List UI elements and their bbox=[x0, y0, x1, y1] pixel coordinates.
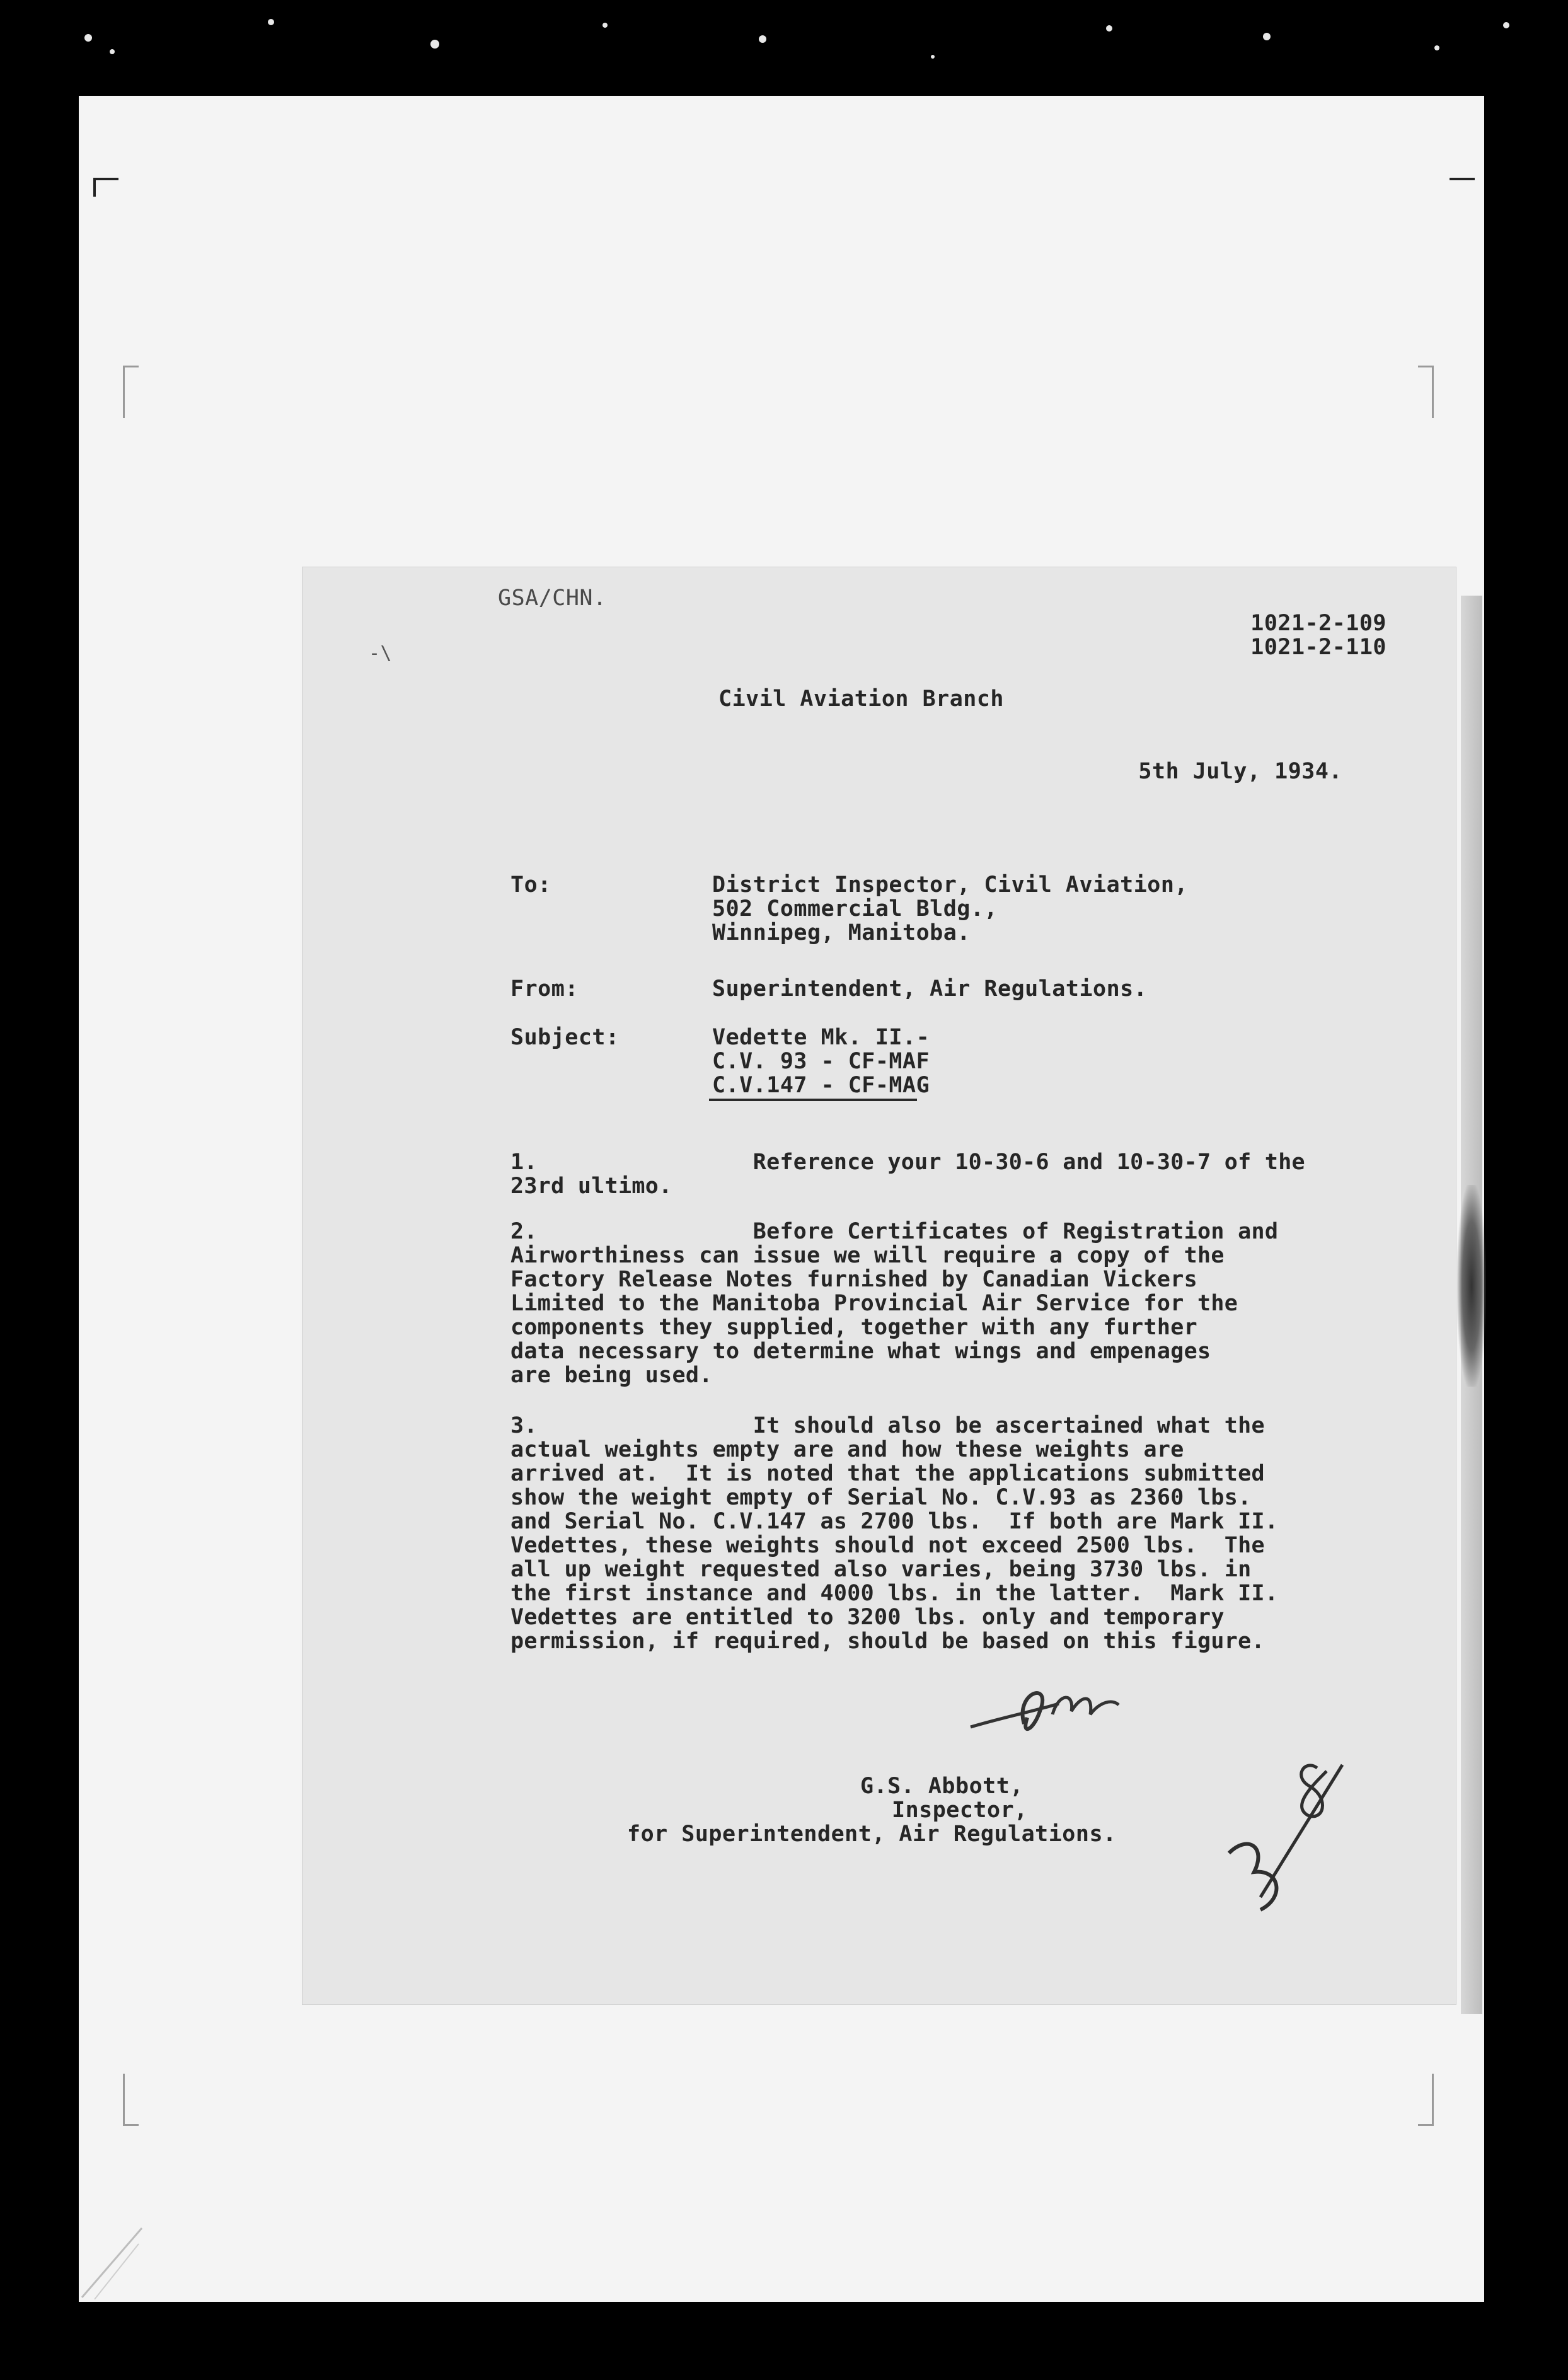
subject-underline bbox=[709, 1099, 917, 1101]
to-label: To: bbox=[510, 872, 551, 898]
to-line: 502 Commercial Bldg., bbox=[712, 896, 998, 921]
paragraph-1: 1. Reference your 10-30-6 and 10-30-7 of the 23rd ultimo. bbox=[510, 1150, 1305, 1199]
from-value: Superintendent, Air Regulations. bbox=[712, 976, 1148, 1002]
paragraph-3: 3. It should also be ascertained what the actual weights empty are and how these weights are arrived at. It is noted that the applications submitted show the weight empty of Serial No. C.V.93 as 2360 lbs. and Serial No. C.V.147 as 2700 lbs. If both are Mark II. Vedettes, these weights should not exceed 2500 lbs. The all up weight requested also varies, being 3730 lbs. in the first instance and 4000 lbs. in the latter. Mark II. Vedettes are entitled to 3200 lbs. only and temporary permission, if required, should be based on this figure. bbox=[510, 1413, 1279, 1654]
to-line: Winnipeg, Manitoba. bbox=[712, 920, 971, 945]
page-edge-stain bbox=[1457, 1185, 1486, 1387]
crop-mark-top-left bbox=[123, 366, 139, 418]
to-line: District Inspector, Civil Aviation, bbox=[712, 872, 1189, 898]
letter-date: 5th July, 1934. bbox=[1138, 759, 1342, 784]
crop-mark-bottom-right bbox=[1418, 2074, 1434, 2126]
registration-mark bbox=[1450, 178, 1475, 180]
subject-line: C.V.147 - CF-MAG bbox=[712, 1073, 930, 1098]
subject-label: Subject: bbox=[510, 1025, 620, 1050]
file-number: 1021-2-110 bbox=[1250, 635, 1386, 660]
signatory-name: G.S. Abbott, bbox=[860, 1774, 1023, 1799]
film-edge-scratches bbox=[0, 0, 1568, 95]
margin-mark: -\ bbox=[369, 642, 393, 664]
registration-mark bbox=[93, 178, 118, 180]
handwritten-folio-number bbox=[1223, 1752, 1374, 1941]
reference-code: GSA/CHN. bbox=[498, 586, 607, 611]
file-number: 1021-2-109 bbox=[1250, 611, 1386, 636]
from-label: From: bbox=[510, 976, 579, 1002]
crop-mark-bottom-left bbox=[123, 2074, 139, 2126]
crop-mark-top-right bbox=[1418, 366, 1434, 418]
handwritten-initials bbox=[964, 1667, 1128, 1755]
signatory-for-line: for Superintendent, Air Regulations. bbox=[627, 1822, 1117, 1847]
film-scratch bbox=[76, 2219, 151, 2301]
paragraph-2: 2. Before Certificates of Registration and Airworthiness can issue we will require a copy of the Factory Release Notes furnished by Canadian Vickers Limited to the Manitoba Provincial Air Service for the components they supplied, together with any further data necessary to determine what wings and empenages are being used. bbox=[510, 1219, 1279, 1388]
subject-line: Vedette Mk. II.- bbox=[712, 1025, 930, 1050]
subject-line: C.V. 93 - CF-MAF bbox=[712, 1049, 930, 1074]
branch-heading: Civil Aviation Branch bbox=[718, 686, 1005, 712]
signatory-title: Inspector, bbox=[892, 1798, 1028, 1823]
registration-mark bbox=[93, 178, 96, 197]
